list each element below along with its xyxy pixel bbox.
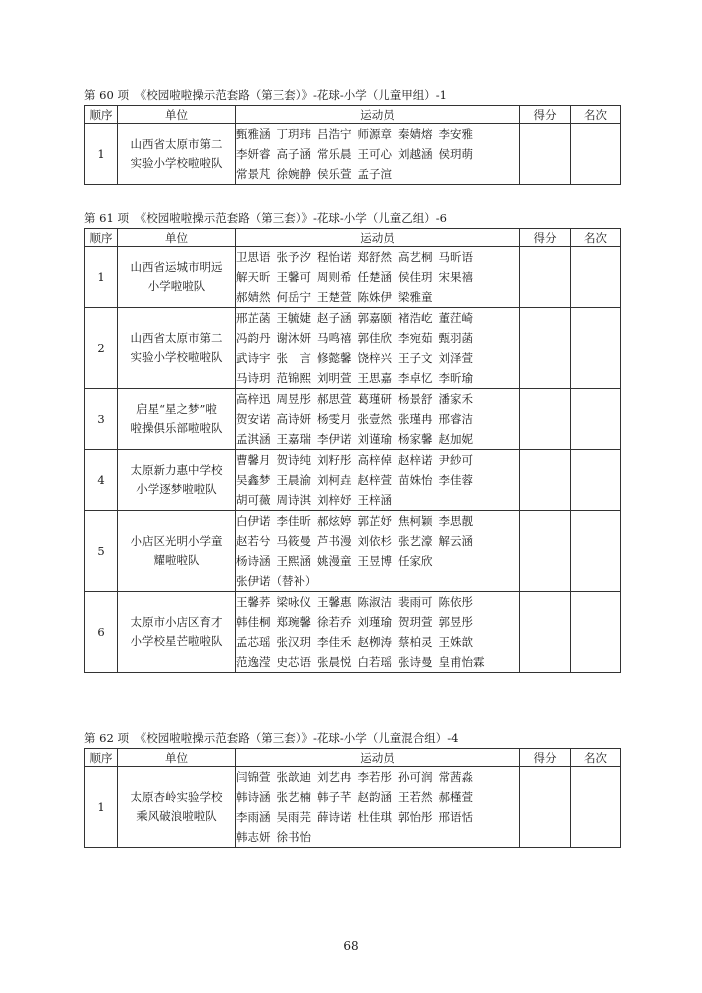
row-rank-cell [571, 592, 621, 673]
row-order: 2 [85, 308, 118, 389]
athlete-name: 任家欣 [398, 554, 433, 568]
athlete-name: 刘瑾瑜 [357, 615, 392, 629]
athlete-name: 马诗玥 [236, 371, 271, 385]
athlete-name: 张伊诺（替补） [236, 574, 317, 588]
header-athletes: 运动员 [236, 106, 520, 124]
athlete-name: 王晨渝 [276, 473, 311, 487]
athlete-name: 丁玥玮 [276, 127, 311, 141]
athlete-name: 侯佳玥 [398, 270, 433, 284]
athlete-name: 邢语恬 [438, 810, 473, 824]
athlete-name: 王馨荞 [236, 595, 271, 609]
athlete-name: 蔡柏灵 [398, 635, 433, 649]
unit-line: 太原杏岭实验学校 [130, 790, 223, 804]
header-order: 顺序 [85, 749, 118, 767]
header-score: 得分 [520, 106, 571, 124]
header-rank: 名次 [571, 106, 621, 124]
athlete-name: 孟芯瑶 [236, 635, 271, 649]
athlete-name: 郑舒然 [357, 250, 392, 264]
table-row [85, 450, 621, 511]
athlete-name: 贺诗纯 [276, 453, 311, 467]
event-61-title: 第 61 项 《校园啦啦操示范套路（第三套）》-花球-小学（儿童乙组）-6 [84, 211, 447, 225]
athlete-name: 张予汐 [276, 250, 311, 264]
athlete-name: 马昕语 [438, 250, 473, 264]
athlete-name: 皇甫怡霖 [438, 655, 485, 669]
row-score-cell [520, 308, 571, 389]
athlete-name: 史芯语 [276, 655, 311, 669]
athlete-name: 程怡诺 [317, 250, 352, 264]
athlete-name: 吴鑫梦 [236, 473, 271, 487]
athlete-name: 冯韵丹 [236, 331, 271, 345]
athlete-name: 王毓婕 [276, 311, 311, 325]
header-unit: 单位 [118, 106, 236, 124]
athlete-name: 赵栁涛 [357, 635, 392, 649]
athlete-name: 甄羽菡 [438, 331, 473, 345]
row-athletes [236, 767, 520, 848]
athlete-name: 王馨可 [276, 270, 311, 284]
unit-line: 太原市小店区育才 [130, 615, 223, 629]
event-60-title: 第 60 项 《校园啦啦操示范套路（第三套）》-花球-小学（儿童甲组）-1 [84, 88, 447, 102]
unit-line: 实验小学校啦啦队 [130, 156, 223, 170]
athlete-name: 郝炫婷 [317, 514, 352, 528]
row-unit [118, 308, 236, 389]
athlete-name: 王姝歆 [438, 635, 473, 649]
unit-line: 山西省太原市第二 [130, 331, 223, 345]
athlete-name: 赵韵涵 [357, 790, 392, 804]
athlete-name: 卫思语 [236, 250, 271, 264]
athlete-name: 郭怡彤 [398, 810, 433, 824]
event-62-table [84, 748, 621, 848]
athlete-name: 张瑾冉 [398, 412, 433, 426]
row-score-cell [520, 511, 571, 592]
athlete-name: 侯玥萌 [438, 147, 473, 161]
athlete-name: 郝婧然 [236, 290, 271, 304]
athlete-name: 周诗淇 [276, 493, 311, 507]
athlete-name: 李安雅 [438, 127, 473, 141]
event-61-table [84, 228, 621, 673]
athlete-name: 葛瑾研 [357, 392, 392, 406]
row-score-cell [520, 124, 571, 185]
athlete-name: 范逸滢 [236, 655, 271, 669]
unit-line: 啦操俱乐部啦啦队 [130, 421, 223, 435]
athlete-name: 张晨悦 [317, 655, 352, 669]
athlete-name: 刘梓妤 [317, 493, 352, 507]
row-order: 1 [85, 124, 118, 185]
row-athletes [236, 450, 520, 511]
athlete-name: 刘泽萱 [438, 351, 473, 365]
athlete-name: 薛诗诺 [317, 810, 352, 824]
athlete-name: 张汉玥 [276, 635, 311, 649]
athlete-name: 曹馨月 [236, 453, 271, 467]
row-order: 1 [85, 247, 118, 308]
athlete-name: 李佳禾 [317, 635, 352, 649]
athlete-name: 尹紗可 [438, 453, 473, 467]
event-62-title: 第 62 项 《校园啦啦操示范套路（第三套）》-花球-小学（儿童混合组）-4 [84, 731, 459, 745]
athlete-name: 周昱彤 [276, 392, 311, 406]
event-60-table [84, 105, 621, 185]
athlete-name: 闫锦萱 [236, 770, 271, 784]
athlete-name: 芦书漫 [317, 534, 352, 548]
athlete-name: 徐若乔 [317, 615, 352, 629]
table-row [85, 308, 621, 389]
athlete-name: 刘依杉 [357, 534, 392, 548]
row-score-cell [520, 767, 571, 848]
row-unit [118, 592, 236, 673]
header-order: 顺序 [85, 106, 118, 124]
athlete-name: 梁咏仪 [276, 595, 311, 609]
athlete-name: 李昕瑜 [438, 371, 473, 385]
athlete-name: 王梓涵 [357, 493, 392, 507]
athlete-name: 王馨惠 [317, 595, 352, 609]
athlete-name: 任楚涵 [357, 270, 392, 284]
row-order: 4 [85, 450, 118, 511]
row-unit [118, 767, 236, 848]
unit-line: 小店区光明小学童 [130, 534, 223, 548]
row-athletes [236, 308, 520, 389]
header-unit: 单位 [118, 229, 236, 247]
athlete-name: 刘明萱 [317, 371, 352, 385]
athlete-name: 邢芷菡 [236, 311, 271, 325]
header-athletes: 运动员 [236, 229, 520, 247]
athlete-name: 李思靓 [438, 514, 473, 528]
athlete-name: 高子涵 [276, 147, 311, 161]
athlete-name: 张艺濠 [398, 534, 433, 548]
athlete-name: 赵若兮 [236, 534, 271, 548]
table-header-row [85, 106, 621, 124]
athlete-name: 杨景舒 [398, 392, 433, 406]
athlete-name: 赵子涵 [317, 311, 352, 325]
unit-line: 耀啦啦队 [153, 553, 200, 567]
row-rank-cell [571, 124, 621, 185]
athlete-name: 李雨涵 [236, 810, 271, 824]
athlete-name: 马筱曼 [276, 534, 311, 548]
athlete-name: 王嘉瑞 [276, 432, 311, 446]
unit-line: 山西省太原市第二 [130, 137, 223, 151]
athlete-name: 李伊诺 [317, 432, 352, 446]
row-rank-cell [571, 767, 621, 848]
athlete-name: 范锦熙 [276, 371, 311, 385]
athlete-name: 刘柯垚 [317, 473, 352, 487]
event-rows [85, 767, 621, 848]
athlete-name: 解云涵 [438, 534, 473, 548]
athlete-name: 李妍睿 [236, 147, 271, 161]
row-score-cell [520, 389, 571, 450]
page-number: 68 [343, 939, 359, 953]
row-rank-cell [571, 511, 621, 592]
athlete-name: 贺玥萱 [398, 615, 433, 629]
row-athletes [236, 511, 520, 592]
athlete-name: 高梓迅 [236, 392, 271, 406]
unit-line: 小学啦啦队 [147, 279, 206, 293]
athlete-name: 王可心 [357, 147, 392, 161]
athlete-name: 王思嘉 [357, 371, 392, 385]
header-athletes: 运动员 [236, 749, 520, 767]
athlete-name: 张歆迪 [276, 770, 311, 784]
athlete-name: 李宛茹 [398, 331, 433, 345]
athlete-name: 杜佳琪 [357, 810, 392, 824]
athlete-name: 何岳宁 [276, 290, 311, 304]
athlete-name: 韩子芊 [317, 790, 352, 804]
athlete-name: 邢睿洁 [438, 412, 473, 426]
table-row [85, 511, 621, 592]
row-unit [118, 450, 236, 511]
athlete-name: 潘家禾 [438, 392, 473, 406]
athlete-name: 王若然 [398, 790, 433, 804]
table-row [85, 389, 621, 450]
athlete-name: 赵加妮 [438, 432, 473, 446]
athlete-name: 张诗曼 [398, 655, 433, 669]
athlete-name: 李佳蓉 [438, 473, 473, 487]
event-rows [85, 247, 621, 673]
table-row [85, 767, 621, 848]
unit-line: 太原新力惠中学校 [130, 463, 223, 477]
table-header-row [85, 749, 621, 767]
athlete-name: 修懿馨 [317, 351, 352, 365]
athlete-name: 吴雨芫 [276, 810, 311, 824]
header-score: 得分 [520, 749, 571, 767]
athlete-name: 常茜淼 [438, 770, 473, 784]
athlete-name: 高诗妍 [276, 412, 311, 426]
athlete-name: 褚浩屹 [398, 311, 433, 325]
athlete-name: 郭嘉颐 [357, 311, 392, 325]
unit-line: 小学逐梦啦啦队 [136, 482, 217, 496]
row-rank-cell [571, 389, 621, 450]
athlete-name: 孟子渲 [357, 167, 392, 181]
athlete-name: 李佳昕 [276, 514, 311, 528]
athlete-name: 杨雯月 [317, 412, 352, 426]
athlete-name: 孙可润 [398, 770, 433, 784]
table-row [85, 124, 621, 185]
athlete-name: 王熙涵 [276, 554, 311, 568]
row-unit [118, 124, 236, 185]
athlete-name: 王子文 [398, 351, 433, 365]
athlete-name: 杨家馨 [398, 432, 433, 446]
unit-line: 乘风破浪啦啦队 [136, 809, 217, 823]
athlete-name: 常乐晨 [317, 147, 352, 161]
header-order: 顺序 [85, 229, 118, 247]
athlete-name: 王楚萱 [317, 290, 352, 304]
athlete-name: 苗姝怡 [398, 473, 433, 487]
header-rank: 名次 [571, 229, 621, 247]
athlete-name: 武诗宇 [236, 351, 271, 365]
row-order: 5 [85, 511, 118, 592]
athlete-name: 韩佳桐 [236, 615, 271, 629]
athlete-name: 郭佳欣 [357, 331, 392, 345]
row-athletes [236, 389, 520, 450]
athlete-name: 周则希 [317, 270, 352, 284]
athlete-name: 高艺桐 [398, 250, 433, 264]
athlete-name: 李卓忆 [398, 371, 433, 385]
athlete-name: 刘艺冉 [317, 770, 352, 784]
athlete-name: 郝槿萱 [438, 790, 473, 804]
athlete-name: 孟淇涵 [236, 432, 271, 446]
athlete-name: 胡可薇 [236, 493, 271, 507]
athlete-name: 马鸣禧 [317, 331, 352, 345]
athlete-name: 白若瑶 [357, 655, 392, 669]
athlete-name: 张壹然 [357, 412, 392, 426]
table-header-row [85, 229, 621, 247]
athlete-name: 张艺楠 [276, 790, 311, 804]
header-score: 得分 [520, 229, 571, 247]
athlete-name: 李若彤 [357, 770, 392, 784]
athlete-name: 王昱博 [357, 554, 392, 568]
athlete-name: 宋果禧 [438, 270, 473, 284]
row-order: 3 [85, 389, 118, 450]
athlete-name: 饶梓兴 [357, 351, 392, 365]
athlete-name: 韩志妍 [236, 830, 271, 844]
row-order: 6 [85, 592, 118, 673]
athlete-name: 谢沐妍 [276, 331, 311, 345]
unit-line: 山西省运城市明远 [130, 260, 223, 274]
athlete-name: 郭昱彤 [438, 615, 473, 629]
athlete-name: 赵梓诺 [398, 453, 433, 467]
athlete-name: 刘籽彤 [317, 453, 352, 467]
athlete-name: 徐婉静 [276, 167, 311, 181]
unit-line: 启星“星之梦”啦 [136, 402, 217, 416]
athlete-name: 甄雅涵 [236, 127, 271, 141]
row-unit [118, 389, 236, 450]
athlete-name: 韩诗涵 [236, 790, 271, 804]
row-athletes [236, 592, 520, 673]
athlete-name: 焦柯颖 [398, 514, 433, 528]
athlete-name: 杨诗涵 [236, 554, 271, 568]
row-score-cell [520, 247, 571, 308]
unit-line: 小学校星芒啦啦队 [130, 634, 223, 648]
table-row [85, 247, 621, 308]
athlete-name: 赵梓萱 [357, 473, 392, 487]
athlete-name: 侯乐萱 [317, 167, 352, 181]
athlete-name: 郑琬馨 [276, 615, 311, 629]
athlete-name: 梁雅童 [398, 290, 433, 304]
row-athletes [236, 124, 520, 185]
unit-line: 实验小学校啦啦队 [130, 350, 223, 364]
event-rows [85, 124, 621, 185]
athlete-name: 陈依彤 [438, 595, 473, 609]
athlete-name: 高梓倬 [357, 453, 392, 467]
row-order: 1 [85, 767, 118, 848]
table-row [85, 592, 621, 673]
row-rank-cell [571, 450, 621, 511]
athlete-name: 贺安诺 [236, 412, 271, 426]
athlete-name: 裴雨可 [398, 595, 433, 609]
athlete-name: 白伊诺 [236, 514, 271, 528]
row-rank-cell [571, 308, 621, 389]
row-score-cell [520, 592, 571, 673]
athlete-name: 郭芷妤 [357, 514, 392, 528]
header-rank: 名次 [571, 749, 621, 767]
athlete-name: 董茳崎 [438, 311, 473, 325]
athlete-name: 郝思萱 [317, 392, 352, 406]
athlete-name: 刘越涵 [398, 147, 433, 161]
row-unit [118, 247, 236, 308]
athlete-name: 常景芃 [236, 167, 271, 181]
athlete-name: 陈淑洁 [357, 595, 392, 609]
athlete-name: 陈姝伊 [357, 290, 392, 304]
row-athletes [236, 247, 520, 308]
athlete-name: 解天昕 [236, 270, 271, 284]
athlete-name: 师源章 [357, 127, 392, 141]
header-unit: 单位 [118, 749, 236, 767]
athlete-name: 张 言 [276, 351, 311, 365]
athlete-name: 刘谨瑜 [357, 432, 392, 446]
row-rank-cell [571, 247, 621, 308]
row-unit [118, 511, 236, 592]
athlete-name: 秦婧熔 [398, 127, 433, 141]
row-score-cell [520, 450, 571, 511]
athlete-name: 徐书怡 [276, 830, 311, 844]
athlete-name: 吕浩宁 [317, 127, 352, 141]
athlete-name: 姚漫童 [317, 554, 352, 568]
